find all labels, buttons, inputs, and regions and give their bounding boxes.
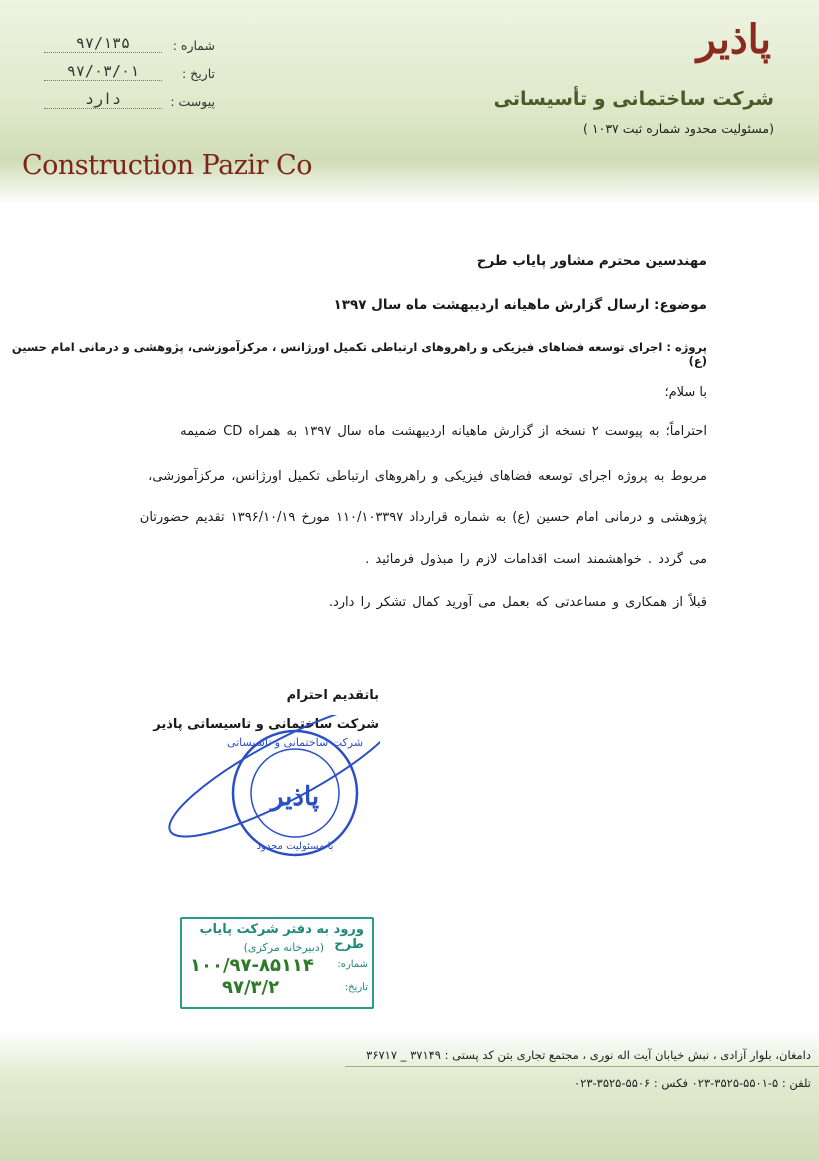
greeting: با سلام؛ — [664, 385, 707, 400]
recipient: مهندسین محترم مشاور پایاب طرح — [476, 253, 707, 269]
company-registration: (مسئولیت محدود شماره ثبت ۱۰۳۷ ) — [583, 121, 774, 136]
letter-meta — [40, 36, 215, 120]
stamp-date-label: تاریخ: — [344, 982, 368, 993]
meta-number-row — [40, 36, 215, 64]
project-line: پروژه : اجرای توسعه فضاهای فیزیکی و راهروهای ارتباطی تکمیل اورژانس ، مرکزآموزشی، پژوهشی و درمانی امام حسین (ع) — [11, 340, 707, 368]
body-line: می گردد . خواهشمند است اقدامات لازم را مبذول فرمائید . — [365, 552, 707, 567]
receipt-stamp — [180, 917, 374, 1009]
stamp-date-value: ۹۷/۳/۲ — [222, 977, 280, 998]
body-line: قبلاً از همکاری و مساعدتی که بعمل می آورید کمال تشکر را دارد. — [328, 595, 707, 610]
footer-divider — [345, 1066, 819, 1067]
closing: باتقدیم احترام — [286, 688, 379, 703]
seal-bottom-text: با مسئولیت محدود — [256, 841, 334, 852]
seal-center-text: پاذیر — [270, 782, 320, 812]
company-logo — [697, 18, 771, 62]
logo-text: پاذیر — [696, 16, 771, 63]
body-line: مربوط به پروژه اجرای توسعه فضاهای فیزیکی و راهروهای ارتباطی تکمیل اورژانس، مرکزآموزشی، — [148, 469, 707, 484]
signer: شرکت ساختمانی و تاسیساتی پاذیر — [153, 717, 379, 732]
number-label: شماره : — [172, 38, 215, 53]
stamp-subtitle: (دبیرخانه مرکزی) — [243, 941, 324, 954]
company-seal — [150, 715, 380, 865]
subject: موضوع: ارسال گزارش ماهیانه اردیبهشت ماه سال ۱۳۹۷ — [333, 297, 707, 313]
date-value: ۹۷/۰۳/۰۱ — [44, 62, 162, 81]
meta-date-row — [40, 64, 215, 92]
stamp-number-value: ۱۰۰/۹۷-۸۵۱۱۴ — [190, 955, 314, 976]
attachment-value: دارد — [44, 90, 162, 109]
company-name-fa: شرکت ساختمانی و تأسیساتی — [493, 88, 774, 110]
meta-attachment-row — [40, 92, 215, 120]
footer-phone: تلفن : ۵-۵۵۰۱-۳۵۲۵-۰۲۳ فکس : ۵۵۰۶-۳۵۲۵-۰۲۳ — [573, 1076, 811, 1090]
body-line: احتراماً؛ به پیوست ۲ نسخه از گزارش ماهیانه اردیبهشت ماه سال ۱۳۹۷ به همراه CD ضمیمه — [180, 424, 707, 439]
date-label: تاریخ : — [181, 66, 215, 81]
number-value: ۹۷/۱۳۵ — [44, 34, 162, 53]
attachment-label: پیوست : — [170, 94, 215, 109]
company-name-en: Construction Pazir Co — [22, 150, 312, 181]
stamp-title: ورود به دفتر شرکت پایاب طرح — [199, 922, 364, 952]
seal-ring-text: شرکت ساختمانی و تاسیساتی — [226, 736, 364, 749]
stamp-number-label: شماره: — [337, 959, 368, 970]
footer-address: دامغان، بلوار آزادی ، نبش خیابان آیت اله نوری ، مجتمع تجاری بتن کد پستی : ۳۷۱۴۹ _ ۳۶۷۱۷ — [366, 1048, 811, 1062]
body-line: پژوهشی و درمانی امام حسین (ع) به شماره قرارداد ۱۱۰/۱۰۳۳۹۷ مورخ ۱۳۹۶/۱۰/۱۹ تقدیم حضورتان — [139, 510, 707, 525]
